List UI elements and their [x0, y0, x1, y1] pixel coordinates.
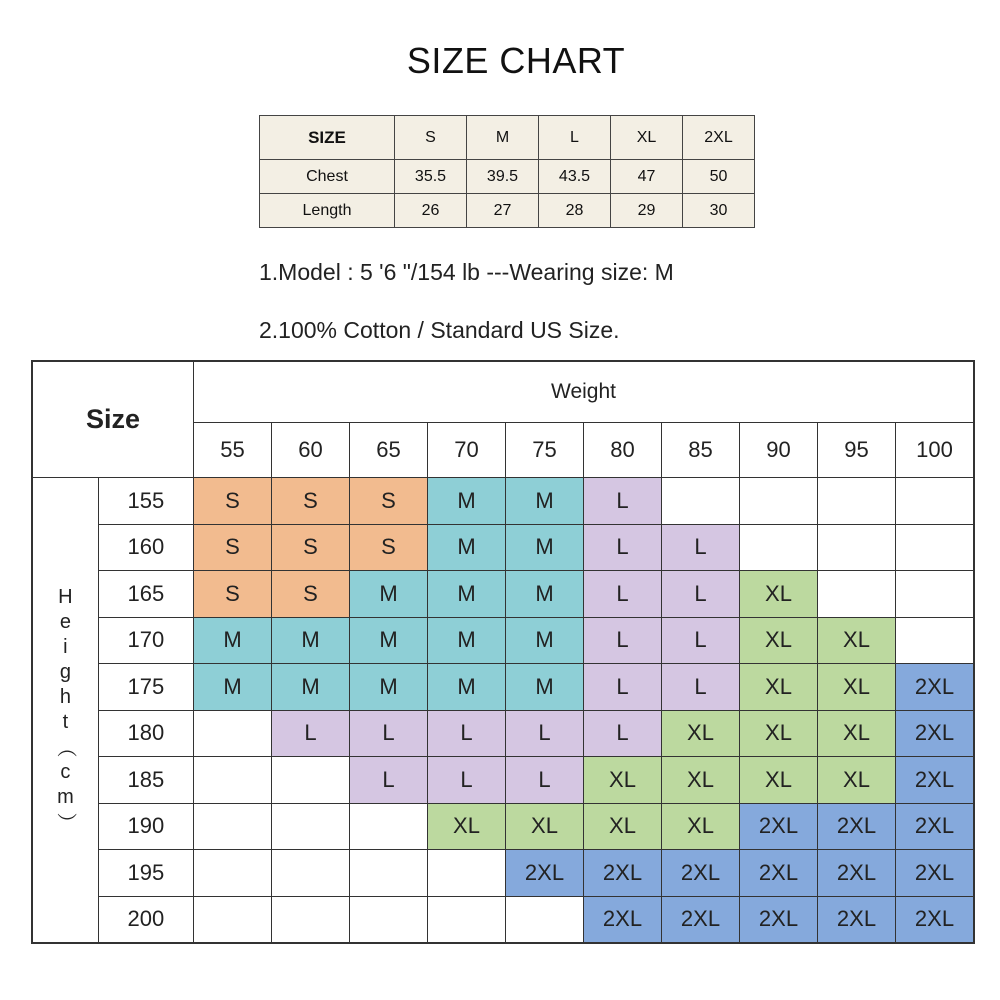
size-cell: L — [662, 664, 740, 711]
weight-value: 80 — [584, 423, 662, 478]
size-cell — [506, 896, 584, 943]
size-cell: XL — [662, 757, 740, 804]
size-cell: S — [272, 571, 350, 618]
size-cell: L — [428, 757, 506, 804]
size-cell: L — [584, 478, 662, 525]
height-value: 165 — [98, 571, 193, 618]
model-note: 1.Model : 5 '6 "/154 lb ---Wearing size: M — [259, 259, 674, 285]
size-cell: XL — [818, 710, 896, 757]
weight-value: 75 — [506, 423, 584, 478]
size-cell: L — [662, 571, 740, 618]
size-cell: M — [194, 617, 272, 664]
size-cell: XL — [740, 710, 818, 757]
measurement-table — [259, 115, 755, 228]
height-label-char: ） — [54, 812, 77, 833]
measurement-value: 47 — [611, 160, 683, 194]
size-cell: L — [584, 571, 662, 618]
size-cell: XL — [740, 571, 818, 618]
size-cell: S — [272, 478, 350, 525]
size-cell: 2XL — [662, 850, 740, 897]
grid-row — [32, 571, 974, 618]
size-cell — [194, 896, 272, 943]
size-cell — [896, 478, 975, 525]
size-column-header: M — [467, 116, 539, 160]
weight-value: 60 — [272, 423, 350, 478]
size-cell: S — [194, 478, 272, 525]
grid-row — [32, 896, 974, 943]
size-cell: 2XL — [584, 850, 662, 897]
size-cell: M — [428, 617, 506, 664]
height-value: 170 — [98, 617, 193, 664]
size-cell: 2XL — [740, 803, 818, 850]
height-axis-label — [32, 478, 98, 944]
measurement-value: 28 — [539, 194, 611, 228]
size-cell: M — [272, 664, 350, 711]
size-cell: M — [506, 571, 584, 618]
size-cell — [818, 571, 896, 618]
height-label-char: g — [59, 661, 71, 683]
size-cell: L — [662, 524, 740, 571]
size-cell: XL — [506, 803, 584, 850]
size-cell — [194, 803, 272, 850]
measurement-row — [260, 116, 755, 160]
size-cell: M — [428, 524, 506, 571]
height-label-char: t — [62, 711, 69, 733]
size-cell: M — [350, 617, 428, 664]
page-title: SIZE CHART — [406, 40, 626, 81]
size-cell: 2XL — [740, 850, 818, 897]
weight-value: 70 — [428, 423, 506, 478]
height-value: 195 — [98, 850, 193, 897]
size-cell: M — [194, 664, 272, 711]
size-cell: M — [506, 617, 584, 664]
measurement-row — [260, 160, 755, 194]
height-value: 175 — [98, 664, 193, 711]
height-label-char: （ — [54, 737, 77, 758]
size-cell — [272, 850, 350, 897]
size-cell — [272, 757, 350, 804]
measurement-row — [260, 194, 755, 228]
measurement-value: 43.5 — [539, 160, 611, 194]
grid-row — [32, 524, 974, 571]
size-cell: XL — [662, 803, 740, 850]
size-cell: 2XL — [896, 710, 975, 757]
fabric-note: 2.100% Cotton / Standard US Size. — [259, 317, 620, 343]
size-cell: M — [350, 571, 428, 618]
weight-value: 90 — [740, 423, 818, 478]
size-cell: 2XL — [896, 757, 975, 804]
size-column-header: 2XL — [683, 116, 755, 160]
size-cell: 2XL — [584, 896, 662, 943]
size-cell: XL — [662, 710, 740, 757]
size-cell: M — [428, 571, 506, 618]
measurement-value: 29 — [611, 194, 683, 228]
size-cell: 2XL — [818, 803, 896, 850]
size-cell — [896, 571, 975, 618]
size-cell: M — [506, 664, 584, 711]
size-cell: XL — [740, 757, 818, 804]
grid-row — [32, 710, 974, 757]
size-cell: 2XL — [818, 850, 896, 897]
measurement-value: 26 — [395, 194, 467, 228]
measurement-value: 50 — [683, 160, 755, 194]
size-cell: L — [428, 710, 506, 757]
measurement-value: 35.5 — [395, 160, 467, 194]
size-cell: XL — [818, 617, 896, 664]
size-cell — [428, 896, 506, 943]
size-cell — [818, 478, 896, 525]
size-cell — [194, 850, 272, 897]
size-cell — [194, 710, 272, 757]
size-cell: 2XL — [740, 896, 818, 943]
size-cell: XL — [584, 757, 662, 804]
size-cell — [350, 803, 428, 850]
size-cell — [428, 850, 506, 897]
height-value: 160 — [98, 524, 193, 571]
size-cell: S — [272, 524, 350, 571]
size-cell: M — [506, 524, 584, 571]
size-cell: L — [584, 524, 662, 571]
size-cell — [272, 803, 350, 850]
size-cell — [740, 478, 818, 525]
grid-row — [32, 803, 974, 850]
size-cell: M — [272, 617, 350, 664]
height-value: 155 — [98, 478, 193, 525]
size-cell: 2XL — [896, 803, 975, 850]
size-column-header: S — [395, 116, 467, 160]
height-label-char: m — [57, 786, 74, 808]
weight-value: 65 — [350, 423, 428, 478]
size-cell: S — [194, 571, 272, 618]
height-weight-size-grid — [31, 360, 975, 944]
size-cell — [896, 524, 975, 571]
size-cell: L — [506, 757, 584, 804]
measurement-value: 39.5 — [467, 160, 539, 194]
measurement-label: Chest — [260, 160, 395, 194]
size-cell: XL — [428, 803, 506, 850]
weight-header: Weight — [194, 361, 975, 423]
height-value: 185 — [98, 757, 193, 804]
grid-row — [32, 478, 974, 525]
weight-value: 55 — [194, 423, 272, 478]
size-cell: 2XL — [506, 850, 584, 897]
size-cell: S — [350, 524, 428, 571]
size-cell — [740, 524, 818, 571]
size-cell: L — [584, 617, 662, 664]
size-cell — [350, 896, 428, 943]
size-cell — [350, 850, 428, 897]
size-cell: XL — [584, 803, 662, 850]
size-cell: XL — [818, 757, 896, 804]
size-cell: S — [350, 478, 428, 525]
size-cell: L — [506, 710, 584, 757]
size-cell: S — [194, 524, 272, 571]
size-column-header: L — [539, 116, 611, 160]
grid-row — [32, 850, 974, 897]
size-cell: L — [272, 710, 350, 757]
size-cell: XL — [818, 664, 896, 711]
size-header-cell: SIZE — [260, 116, 395, 160]
size-cell: L — [350, 757, 428, 804]
weight-value: 95 — [818, 423, 896, 478]
size-cell: M — [350, 664, 428, 711]
size-cell — [194, 757, 272, 804]
size-cell: M — [428, 664, 506, 711]
size-cell: XL — [740, 617, 818, 664]
size-cell: M — [428, 478, 506, 525]
weight-value: 100 — [896, 423, 975, 478]
size-cell: L — [584, 664, 662, 711]
height-label-char: c — [60, 761, 71, 783]
weight-value: 85 — [662, 423, 740, 478]
size-cell: M — [506, 478, 584, 525]
height-value: 190 — [98, 803, 193, 850]
size-column-header: XL — [611, 116, 683, 160]
size-cell: 2XL — [896, 896, 975, 943]
size-cell: L — [584, 710, 662, 757]
size-cell — [662, 478, 740, 525]
height-value: 180 — [98, 710, 193, 757]
size-cell: XL — [740, 664, 818, 711]
grid-row — [32, 757, 974, 804]
size-cell: 2XL — [896, 850, 975, 897]
height-label-char: h — [59, 686, 71, 708]
measurement-value: 27 — [467, 194, 539, 228]
measurement-value: 30 — [683, 194, 755, 228]
grid-row — [32, 617, 974, 664]
height-label-char: i — [63, 636, 68, 658]
size-cell — [272, 896, 350, 943]
size-cell: L — [662, 617, 740, 664]
size-cell — [896, 617, 975, 664]
size-cell: 2XL — [896, 664, 975, 711]
measurement-label: Length — [260, 194, 395, 228]
size-cell: 2XL — [818, 896, 896, 943]
grid-row — [32, 664, 974, 711]
height-label-char: H — [58, 586, 73, 608]
size-cell: 2XL — [662, 896, 740, 943]
height-value: 200 — [98, 896, 193, 943]
height-label-char: e — [59, 611, 71, 633]
size-cell — [818, 524, 896, 571]
size-cell: L — [350, 710, 428, 757]
size-corner-label: Size — [32, 361, 194, 478]
